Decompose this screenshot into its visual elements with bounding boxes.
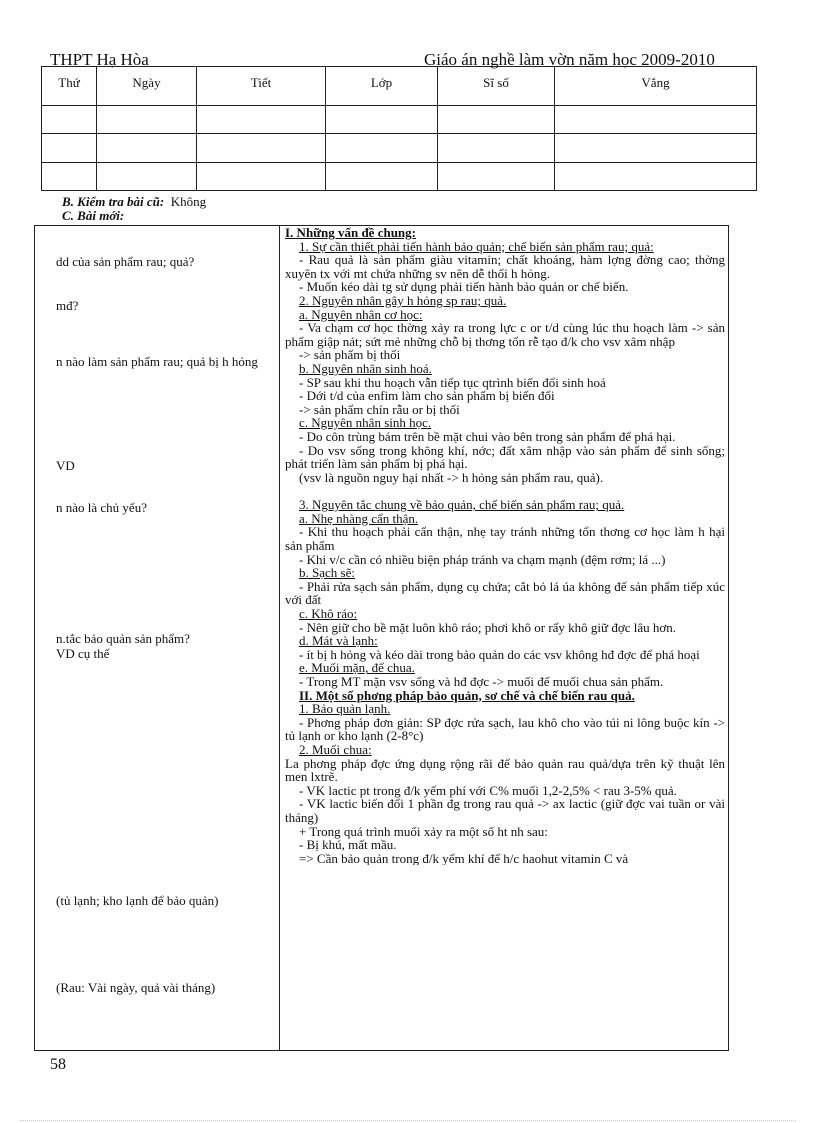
paragraph: -> sản phẩm chín rẫu or bị thối	[299, 401, 460, 417]
subheading: e. Muối mặn, để chua.	[299, 660, 415, 676]
paragraph: => Cần bảo quản trong đ/k yếm khí để h/c haohut vitamin C và	[299, 851, 629, 866]
subheading: d. Mát và lạnh:	[299, 633, 378, 649]
col-ngay: Ngày	[97, 67, 197, 106]
paragraph: - Do vsv sống trong không khí, nớc; đất xâm nhập vào sản phẩm để sinh sống; phát triển làm sản phẩm bị phá hại.	[285, 442, 725, 472]
paragraph: - Khi v/c cần có nhiều biện pháp tránh va chạm mạnh (đệm rơm; lá ...)	[299, 551, 666, 567]
paragraph: - ít bị h hỏng và kéo dài trong bảo quản do các vsv không hđ đợc để phá hoại	[299, 646, 700, 662]
table-row	[42, 134, 757, 162]
paragraph: - Phải rửa sạch sản phẩm, dụng cụ chứa; cắt bỏ lá úa không để sản phẩm tiếp xúc với đất	[285, 578, 725, 608]
left-question: n.tắc bảo quản sản phẩm?	[56, 631, 190, 646]
paragraph: - Va chạm cơ học thờng xảy ra trong lực c or t/d cùng lúc thu hoạch làm -> sản phẩm giập nát; sứt mẻ những chỗ bị thơng tổn rễ tạo đ/k cho vsv xâm nhập	[285, 320, 725, 349]
subheading: 1. Bảo quản lạnh.	[299, 701, 391, 717]
paragraph: -> sản phẩm bị thối	[299, 347, 401, 363]
section-c	[62, 208, 124, 224]
paragraph: - Nên giữ cho bề mặt luôn khô ráo; phơi khô or rấy khô giữ đợc lâu hơn.	[299, 619, 676, 635]
left-question: mđ?	[56, 298, 79, 313]
left-question: VD cụ thể	[56, 646, 110, 661]
subheading: b. Nguyên nhân sinh hoá.	[299, 360, 432, 376]
page-bottom-divider	[20, 1120, 796, 1121]
subheading: c. Nguyên nhân sinh học.	[299, 415, 432, 431]
left-question: VD	[56, 458, 75, 473]
paragraph: - Muốn kéo dài tg sử dụng phải tiến hành bảo quản or chế biến.	[299, 279, 629, 295]
heading-II: II. Một số phơng pháp bảo quản, sơ chế và chế biến rau quả.	[299, 687, 635, 703]
paragraph: + Trong quá trình muối xảy ra một số ht nh sau:	[299, 823, 548, 839]
paragraph: - VK lactic pt trong đ/k yếm phí với C% muối 1,2-2,5% < rau 3-5% quả.	[299, 782, 677, 798]
paragraph: - SP sau khi thu hoạch vẫn tiếp tục qtrình biến đổi sinh hoá	[299, 374, 606, 390]
subheading: a. Nhẹ nhàng cẩn thận.	[299, 510, 419, 526]
subheading: a. Nguyên nhân cơ học:	[299, 306, 423, 322]
paragraph: La phơng pháp đợc ứng dụng rộng rãi để bảo quản rau quả/dựa trên kỹ thuật lên men lxtrẽ.	[285, 755, 725, 785]
paragraph: - Dới t/d của enfim làm cho sản phẩm bị biến đổi	[299, 388, 555, 404]
col-vang: Vắng	[555, 67, 757, 106]
col-lop: Lớp	[326, 67, 438, 106]
subheading: 2. Muối chua:	[299, 741, 372, 757]
header-title: Giáo án nghề làm vờn năm học 2009-2010	[424, 50, 715, 69]
paragraph: - Khi thu hoạch phải cẩn thận, nhẹ tay tránh những tổn thơng cơ học làm h hại sản phẩm	[285, 524, 725, 554]
subheading: c. Khô ráo:	[299, 606, 358, 622]
lesson-content	[285, 226, 725, 865]
left-question: (tủ lạnh; kho lạnh để bảo quản)	[56, 893, 219, 908]
section-b-label: B. Kiểm tra bài cũ:	[62, 194, 165, 209]
left-question: (Rau: Vài ngày, quả vài tháng)	[56, 980, 216, 995]
left-question: n nào là chủ yếu?	[56, 500, 147, 515]
col-si-so: Sĩ số	[438, 67, 555, 106]
col-thu: Thứ	[42, 67, 97, 106]
paragraph: - Phơng pháp đơn giản: SP đợc rửa sạch, lau khô cho vào túi ni lông buộc kín -> tủ lạnh or kho lạnh (2-8°c)	[285, 714, 725, 744]
table-row	[42, 162, 757, 190]
column-divider	[279, 226, 280, 1050]
subheading: b. Sạch sẽ:	[299, 565, 355, 581]
paragraph: - Do côn trùng bám trên bề mặt chui vào bên trong sản phẩm để phá hại.	[299, 428, 676, 444]
paragraph: - Trong MT mặn vsv sống và hđ đợc -> muối để muối chua sản phẩm.	[299, 674, 664, 689]
page-number: 58	[50, 1056, 66, 1073]
section-b-value: Không	[170, 194, 207, 209]
subheading: 3. Nguyên tắc chung về bảo quản, chế biến sản phẩm rau; quả.	[299, 497, 625, 513]
paragraph: - VK lactic biến đổi 1 phần đg trong rau quả -> ax lactic (giữ đợc vai tuần or vài tháng)	[285, 796, 725, 825]
paragraph: (vsv là nguồn nguy hại nhất -> h hỏng sản phẩm rau, quả).	[299, 469, 604, 485]
left-question: n nào làm sản phẩm rau; quả bị h hỏng	[56, 354, 258, 369]
attendance-header-row	[42, 67, 757, 106]
table-row	[42, 106, 757, 134]
header-school: THPT Hạ Hòa	[50, 50, 149, 69]
left-question: dd của sản phẩm rau; quả?	[56, 254, 195, 269]
lesson-table	[34, 225, 729, 1051]
heading-I: I. Những vấn đề chung:	[285, 225, 416, 240]
subheading: 1. Sự cần thiết phải tiến hành bảo quản; chế biến sản phẩm rau; quả:	[299, 238, 654, 254]
section-c-label: C. Bài mới:	[62, 208, 125, 223]
col-tiet: Tiết	[197, 67, 326, 106]
attendance-table	[41, 66, 757, 191]
paragraph: - Bị khú, mất mầu.	[299, 837, 397, 853]
subheading: 2. Nguyên nhân gây h hỏng sp rau; quả.	[299, 292, 507, 308]
paragraph: - Rau quả là sản phẩm giàu vitamin; chất khoáng, hàm lợng đờng cao; thờng xuyên tx với mt chứa những sv nên dễ thối h hỏng.	[285, 252, 725, 281]
